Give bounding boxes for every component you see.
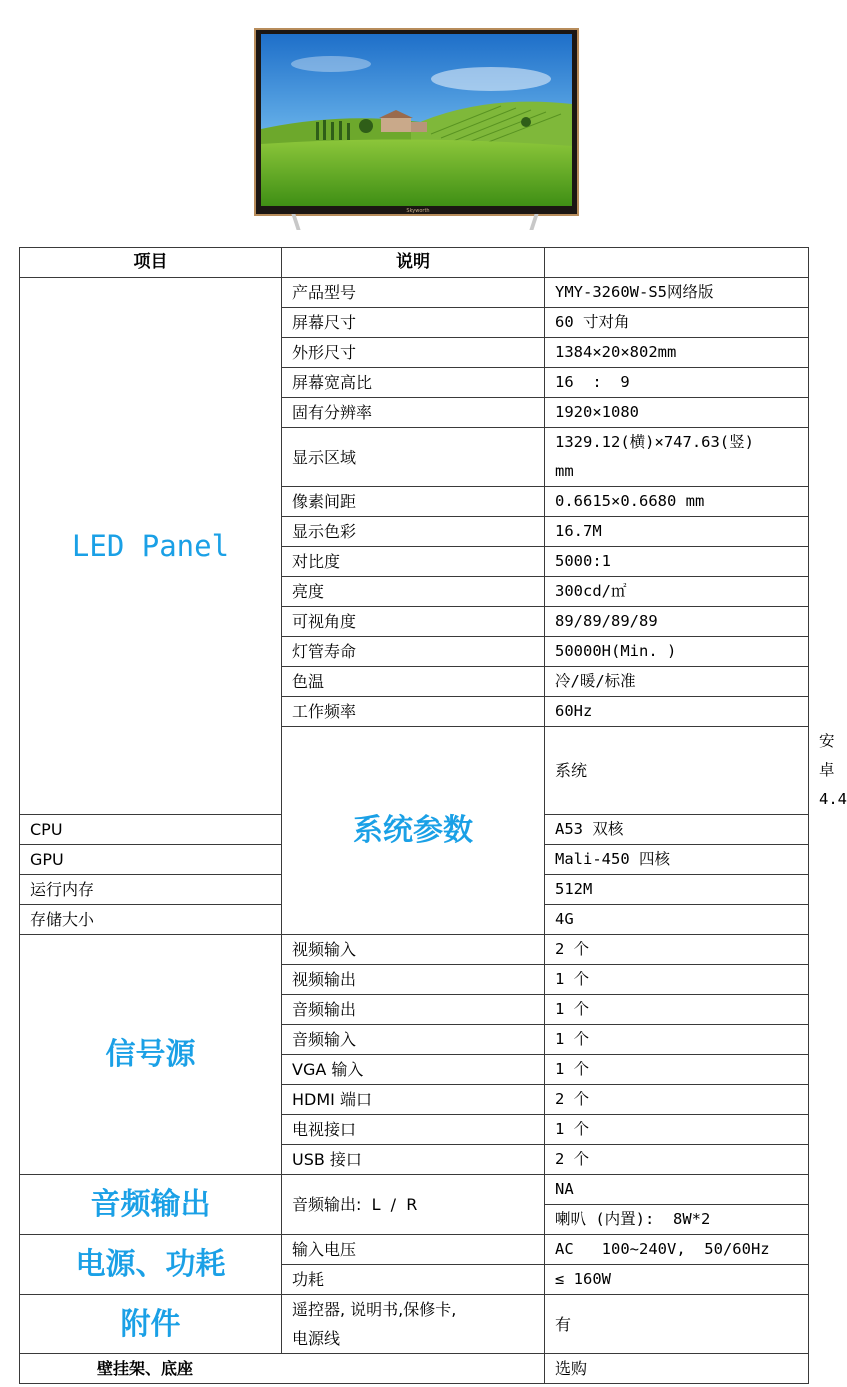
row-value-display-area	[545, 428, 809, 487]
row-value: 1 个	[545, 1025, 809, 1055]
tv-bezel	[254, 28, 579, 216]
row-label: 对比度	[282, 547, 545, 577]
tv-brand-logo: Skyworth	[406, 208, 430, 214]
category-led-panel: LED Panel	[20, 278, 282, 815]
row-label: 输入电压	[282, 1235, 545, 1265]
row-label: 色温	[282, 667, 545, 697]
row-value: 512M	[545, 875, 809, 905]
header-item: 项目	[20, 248, 282, 278]
row-label: 运行内存	[20, 875, 282, 905]
header-description: 说明	[282, 248, 545, 278]
row-value: 有	[545, 1295, 809, 1354]
row-label: CPU	[20, 815, 282, 845]
row-label: 显示色彩	[282, 517, 545, 547]
row-label: 功耗	[282, 1265, 545, 1295]
row-value: 1 个	[545, 965, 809, 995]
row-label: 视频输入	[282, 935, 545, 965]
row-label: 视频输出	[282, 965, 545, 995]
row-value: YMY-3260W-S5网络版	[545, 278, 809, 308]
row-value: 冷/暖/标准	[545, 667, 809, 697]
row-label: VGA 输入	[282, 1055, 545, 1085]
row-value: AC 100~240V, 50/60Hz	[545, 1235, 809, 1265]
row-value: 4G	[545, 905, 809, 935]
table-row	[20, 1295, 809, 1354]
row-value: ≤ 160W	[545, 1265, 809, 1295]
row-value: A53 双核	[545, 815, 809, 845]
row-label: 产品型号	[282, 278, 545, 308]
row-label: 固有分辨率	[282, 398, 545, 428]
row-label-line1: 遥控器, 说明书,保修卡,	[292, 1300, 457, 1319]
row-label-line2: 电源线	[292, 1329, 341, 1348]
row-label: 外形尺寸	[282, 338, 545, 368]
row-label: 亮度	[282, 577, 545, 607]
table-row	[20, 278, 809, 308]
footer-value: 选购	[545, 1354, 809, 1384]
category-accessory: 附件	[20, 1295, 282, 1354]
table-row	[20, 1175, 809, 1205]
footer-label: 壁挂架、底座	[97, 1359, 194, 1378]
row-value: Mali-450 四核	[545, 845, 809, 875]
category-system: 系统参数	[282, 727, 545, 935]
row-label: 系统	[545, 727, 809, 815]
row-value: 89/89/89/89	[545, 607, 809, 637]
row-value: 2 个	[545, 935, 809, 965]
row-value: NA	[545, 1175, 809, 1205]
table-row	[20, 935, 809, 965]
row-value: 1 个	[545, 995, 809, 1025]
row-label: 音频输出: L / R	[282, 1175, 545, 1235]
tv-stand-leg-right	[529, 214, 538, 230]
row-label: 屏幕尺寸	[282, 308, 545, 338]
row-value: 16 : 9	[545, 368, 809, 398]
row-label: 电视接口	[282, 1115, 545, 1145]
row-label: 显示区域	[282, 428, 545, 487]
header-blank	[545, 248, 809, 278]
row-value: 2 个	[545, 1145, 809, 1175]
row-value-line2: mm	[555, 462, 574, 480]
tv-stand-leg-left	[291, 214, 300, 230]
category-power: 电源、功耗	[20, 1235, 282, 1295]
table-row	[20, 1235, 809, 1265]
tv-product-image	[254, 28, 579, 233]
row-value: 300cd/㎡	[545, 577, 809, 607]
row-label: 像素间距	[282, 487, 545, 517]
row-label: 灯管寿命	[282, 637, 545, 667]
row-value: 1384×20×802mm	[545, 338, 809, 368]
row-label: USB 接口	[282, 1145, 545, 1175]
row-value: 1 个	[545, 1055, 809, 1085]
tv-screen-landscape	[261, 34, 572, 206]
row-value-line1: 1329.12(横)×747.63(竖)	[555, 433, 754, 451]
row-value: 16.7M	[545, 517, 809, 547]
row-label: GPU	[20, 845, 282, 875]
row-value: 1920×1080	[545, 398, 809, 428]
row-value: 1 个	[545, 1115, 809, 1145]
row-label: 屏幕宽高比	[282, 368, 545, 398]
row-value: 2 个	[545, 1085, 809, 1115]
row-value: 60Hz	[545, 697, 809, 727]
row-label: 音频输出	[282, 995, 545, 1025]
row-value: 0.6615×0.6680 mm	[545, 487, 809, 517]
row-label: 工作频率	[282, 697, 545, 727]
table-header-row	[20, 248, 809, 278]
row-value: 喇叭 (内置): 8W*2	[545, 1205, 809, 1235]
category-signal-source: 信号源	[20, 935, 282, 1175]
row-value: 60 寸对角	[545, 308, 809, 338]
row-label: 可视角度	[282, 607, 545, 637]
row-value: 5000:1	[545, 547, 809, 577]
category-audio-output: 音频输出	[20, 1175, 282, 1235]
row-value: 50000H(Min. )	[545, 637, 809, 667]
table-row-footer	[20, 1354, 809, 1384]
table-row: 系统参数 系统 安卓 4.4	[20, 727, 809, 815]
landscape-image	[261, 34, 572, 206]
row-label: 音频输入	[282, 1025, 545, 1055]
row-label: HDMI 端口	[282, 1085, 545, 1115]
row-label-accessory	[282, 1295, 545, 1354]
row-label: 存储大小	[20, 905, 282, 935]
footer-label-cell	[20, 1354, 545, 1384]
spec-table	[19, 247, 847, 1384]
